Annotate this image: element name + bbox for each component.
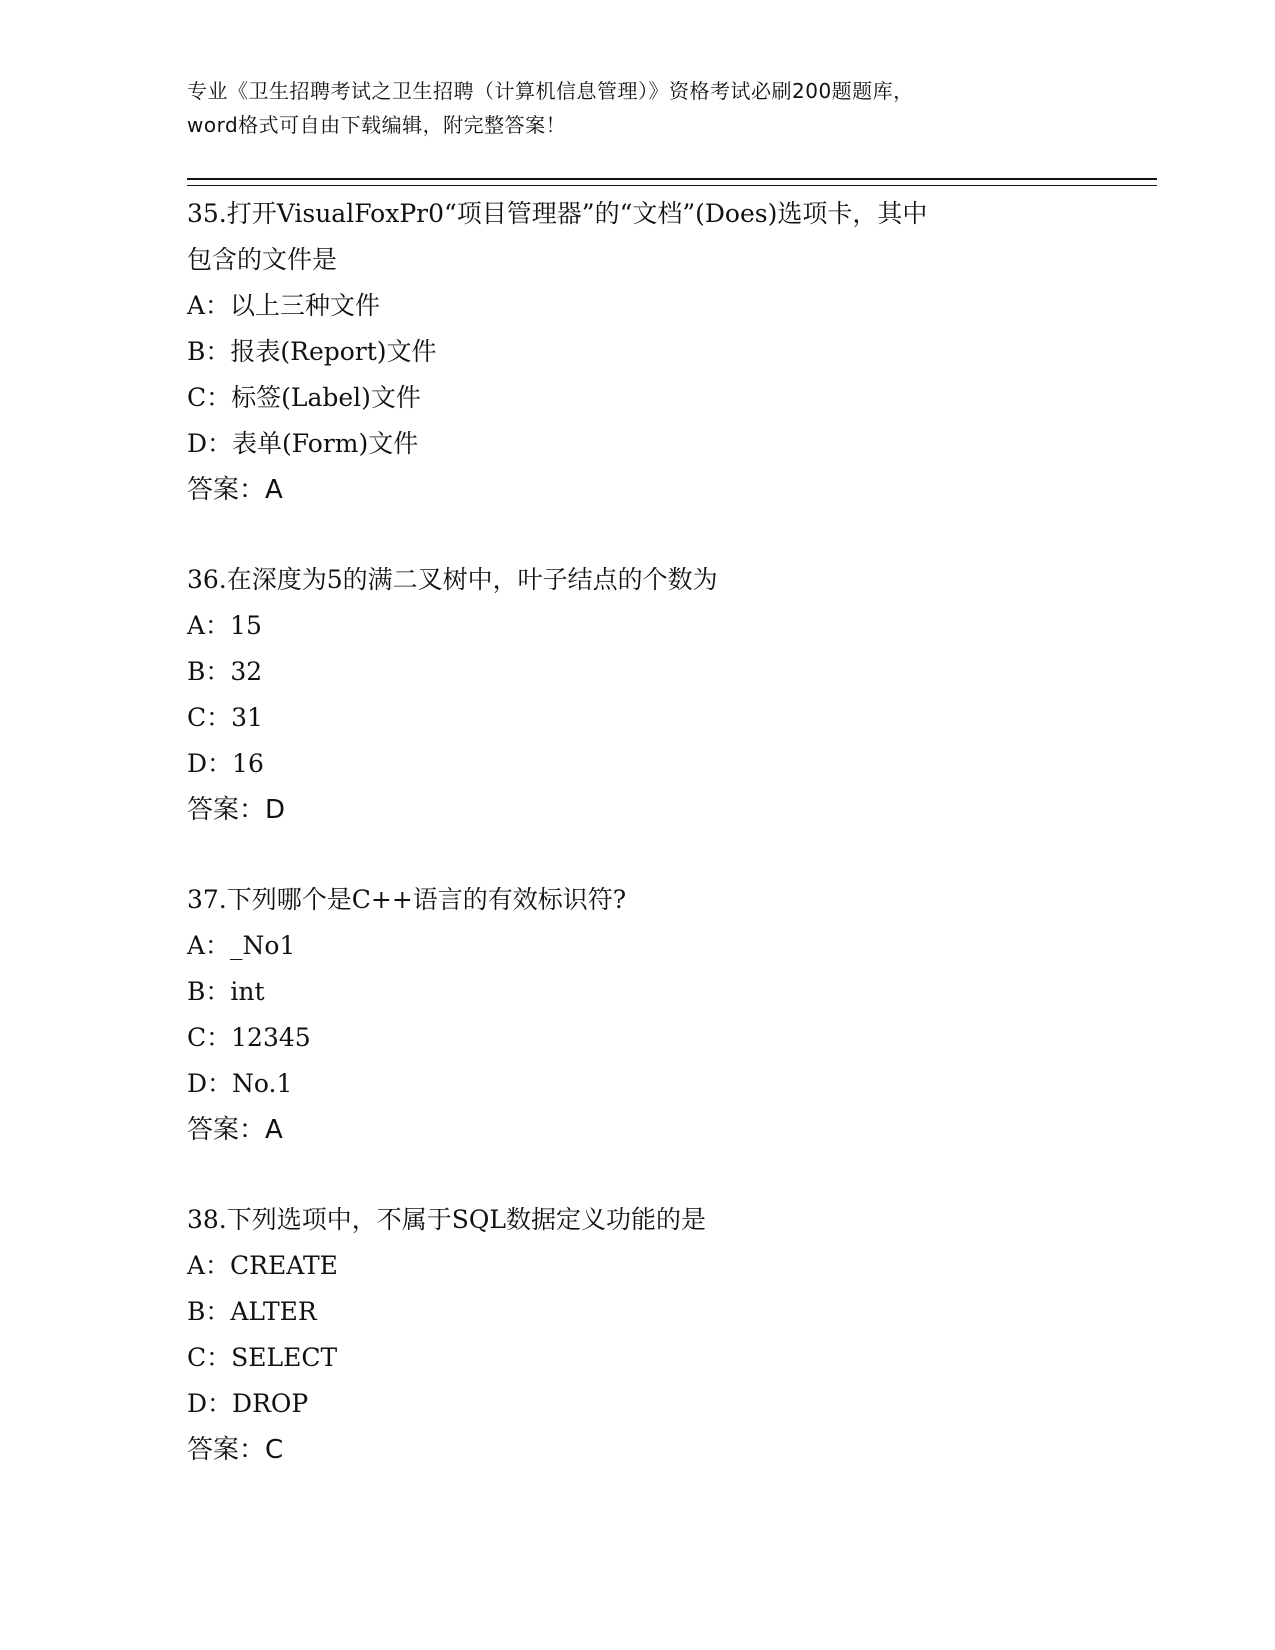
option-d: D：16: [187, 749, 264, 778]
option-b: B：报表(Report)文件: [187, 337, 437, 366]
question-stem: 35.打开VisualFoxPr0“项目管理器”的“文档”(Does)选项卡，其中: [187, 199, 928, 228]
option-b: B：ALTER: [187, 1297, 317, 1326]
question-stem: 包含的文件是: [187, 245, 338, 274]
answer-label: 答案：D: [187, 795, 286, 825]
question-36: [187, 557, 1087, 833]
answer-label: 答案：A: [187, 1115, 283, 1145]
question-stem: 37.下列哪个是C++语言的有效标识符?: [187, 885, 627, 914]
option-d: D：No.1: [187, 1069, 293, 1098]
option-a: A：15: [187, 611, 262, 640]
header-divider: [187, 178, 1157, 186]
option-c: C：31: [187, 703, 263, 732]
option-b: B：int: [187, 977, 265, 1006]
option-a: A：_No1: [187, 931, 296, 960]
question-38: [187, 1197, 1087, 1473]
option-a: A：CREATE: [187, 1251, 338, 1280]
option-c: C：SELECT: [187, 1343, 338, 1372]
question-37: [187, 877, 1087, 1153]
answer-label: 答案：A: [187, 475, 283, 505]
option-d: D：表单(Form)文件: [187, 429, 419, 458]
spacer: [187, 1153, 1087, 1197]
question-list: [187, 191, 1087, 1473]
option-d: D：DROP: [187, 1389, 309, 1418]
option-c: C：12345: [187, 1023, 311, 1052]
document-header: [187, 74, 1087, 142]
option-c: C：标签(Label)文件: [187, 383, 421, 412]
option-a: A：以上三种文件: [187, 291, 381, 320]
question-stem: 38.下列选项中，不属于SQL数据定义功能的是: [187, 1205, 706, 1234]
answer-label: 答案：C: [187, 1435, 284, 1465]
spacer: [187, 513, 1087, 557]
spacer: [187, 833, 1087, 877]
header-line-1: 专业《卫生招聘考试之卫生招聘（计算机信息管理）》资格考试必刷200题题库，: [187, 79, 914, 103]
option-b: B：32: [187, 657, 263, 686]
header-line-2: word格式可自由下载编辑，附完整答案！: [187, 113, 567, 137]
question-35: [187, 191, 1087, 513]
question-stem: 36.在深度为5的满二叉树中，叶子结点的个数为: [187, 565, 718, 594]
